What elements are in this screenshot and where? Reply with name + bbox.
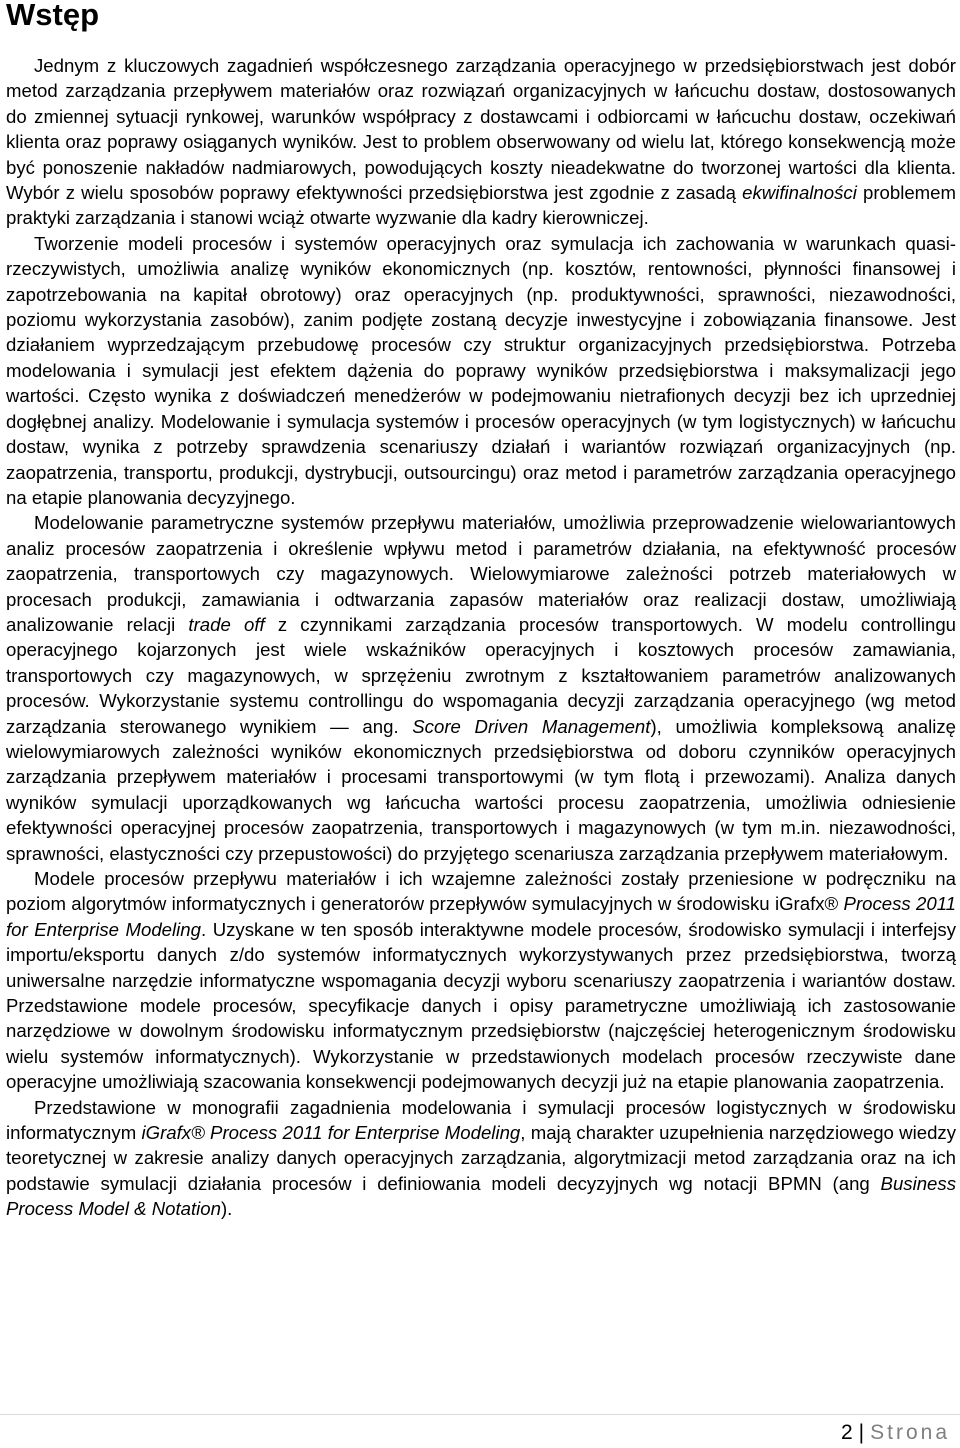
text-run: ). (220, 1198, 233, 1220)
italic-term: Score Driven Management (412, 715, 651, 737)
text-run: problemem praktyki zarządzania i stanowi wciąż otwarte wyzwanie dla kadry kierowniczej. (6, 182, 956, 229)
footer-divider (0, 1414, 960, 1415)
page-footer (841, 1420, 950, 1446)
italic-term: trade off (188, 613, 265, 635)
paragraph (6, 510, 956, 866)
paragraph (6, 53, 956, 231)
footer-separator: | (858, 1421, 865, 1444)
text-run: ), umożliwia kompleksową analizę wielowymiarowych zależności wyników ekonomicznych przedsiębiorstwa od doboru czynników operacyjnych zarządzania przepływem materiałów i procesami transportowymi (w tym flotą i przewozami). Analiza danych wyników symulacji uporządkowanych wg łańcucha wartości procesu zaopatrzenia, umożliwia odniesienie efektywności operacyjnej procesów zaopatrzenia, transportowych i magazynowych (w tym m.in. niezawodności, sprawności, elastyczności czy przepustowości) do przyjętego scenariusza zarządzania przepływem materiałowym. (6, 715, 956, 864)
text-run: iGrafx (774, 893, 825, 915)
paragraph (6, 1095, 956, 1222)
text-run: , mają charakter uzupełnienia narzędziowego wiedzy teoretycznej w zakresie analizy danych operacyjnych zarządzania, algorytmizacji metod zarządzania oraz na ich podstawie symulacji działania procesów i definiowania modeli decyzyjnych wg notacji BPMN (ang (6, 1122, 956, 1194)
page-number: 2 (840, 1421, 853, 1444)
body-text (6, 53, 956, 1222)
page-title: Wstęp (6, 0, 99, 32)
text-run: Modele procesów przepływu materiałów i ich wzajemne zależności zostały przeniesione w podręczniku na poziom algorytmów informatycznych i generatorów przepływów symulacyjnych w środowisku (6, 868, 956, 915)
page-label: Strona (870, 1421, 950, 1444)
text-run: ® (824, 893, 844, 915)
text-run: . Uzyskane w ten sposób interaktywne modele procesów, środowisko symulacji i interfejsy importu/eksportu danych z/do systemów informatycznych wykorzystywanych przez przedsiębiorstwa, tworzą uniwersalne narzędzie informatyczne wspomagania decyzji wyboru scenariuszy zaopatrzenia i wariantów dostaw. Przedstawione modele procesów, specyfikacje danych i opisy parametryczne umożliwiają ich zastosowanie narzędziowe w dowolnym środowisku informatycznym przedsiębiorstw (najczęściej heterogenicznym środowisku wielu systemów informatycznych). Wykorzystanie w przedstawionych modelach procesów rzeczywiste dane operacyjne umożliwiają szacowania konsekwencji podejmowanych decyzji już na etapie planowania zaopatrzenia. (6, 918, 957, 1093)
italic-term: Business Process Model & Notation (6, 1172, 956, 1220)
text-run: z czynnikami zarządzania procesów transportowych. W modelu controllingu operacyjnego kojarzonych jest wiele wskaźników operacyjnych i kosztowych procesów zamawiania, transportowych czy magazynowych, w sprzężeniu zwrotnym z kształtowaniem parametrów analizowanych procesów. Wykorzystanie systemu controllingu do wspomagania decyzji zarządzania operacyjnego (wg metod zarządzania sterowanego wynikiem — ang. (6, 613, 956, 737)
text-run: Jednym z kluczowych zagadnień współczesnego zarządzania operacyjnego w przedsiębiorstwach jest dobór metod zarządzania przepływem materiałów oraz rozwiązań organizacyjnych w łańcuchu dostaw, dostosowanych do zmiennej sytuacji rynkowej, warunków współpracy z dostawcami i odbiorcami w łańcuchu dostaw, oczekiwań klienta oraz poprawy osiąganych wyników. Jest to problem obserwowany od wielu lat, którego konsekwencją może być ponoszenie nakładów nadmiarowych, powodujących koszty nieadekwatne do tworzonej wartości dla klienta. Wybór z wielu sposobów poprawy efektywności przedsiębiorstwa jest zgodnie z zasadą (6, 55, 956, 204)
italic-term: ekwifinalności (742, 182, 857, 204)
italic-term: Process 2011 for Enterprise Modeling (6, 893, 956, 940)
text-run: Tworzenie modeli procesów i systemów operacyjnych oraz symulacja ich zachowania w warunkach quasi-rzeczywistych, umożliwia analizę wyników ekonomicznych (np. kosztów, rentowności, płynności finansowej i zapotrzebowania na kapitał obrotowy) oraz operacyjnych (np. produktywności, sprawności, niezawodności, poziomu wykorzystania zasobów), zanim podjęte zostaną decyzje inwestycyjne i zobowiązania finansowe. Jest działaniem wyprzedzającym przebudowę procesów czy struktur organizacyjnych przedsiębiorstwa. Potrzeba modelowania i symulacji jest efektem dążenia do poprawy wyników przedsiębiorstwa i maksymalizacji jego wartości. Często wynika z doświadczeń menedżerów w podejmowaniu nietrafionych decyzji bez ich uprzedniej dogłębnej analizy. Modelowanie i symulacja systemów i procesów operacyjnych (w tym logistycznych) w łańcuchu dostaw, wynika z potrzeby sprawdzenia scenariuszy działań i wariantów rozwiązań organizacyjnych (np. zaopatrzenia, transportu, produkcji, dystrybucji, outsourcingu) oraz metod i parametrów zarządzania operacyjnego na etapie planowania decyzyjnego. (6, 232, 956, 508)
paragraph (6, 866, 956, 1095)
text-run: Przedstawione w monografii zagadnienia modelowania i symulacji procesów logistycznych w środowisku informatycznym (6, 1096, 956, 1144)
paragraph (6, 231, 956, 510)
italic-term: iGrafx® Process 2011 for Enterprise Modeling (141, 1122, 521, 1144)
text-run: Modelowanie parametryczne systemów przepływu materiałów, umożliwia przeprowadzenie wielowariantowych analiz procesów zaopatrzenia i określenie wpływu metod i parametrów działania, na efektywność procesów zaopatrzenia, transportowych czy magazynowych. Wielowymiarowe zależności potrzeb materiałowych w procesach produkcji, zamawiania i odtwarzania zapasów materiałów oraz realizacji dostaw, umożliwiają analizowanie relacji (6, 512, 956, 635)
